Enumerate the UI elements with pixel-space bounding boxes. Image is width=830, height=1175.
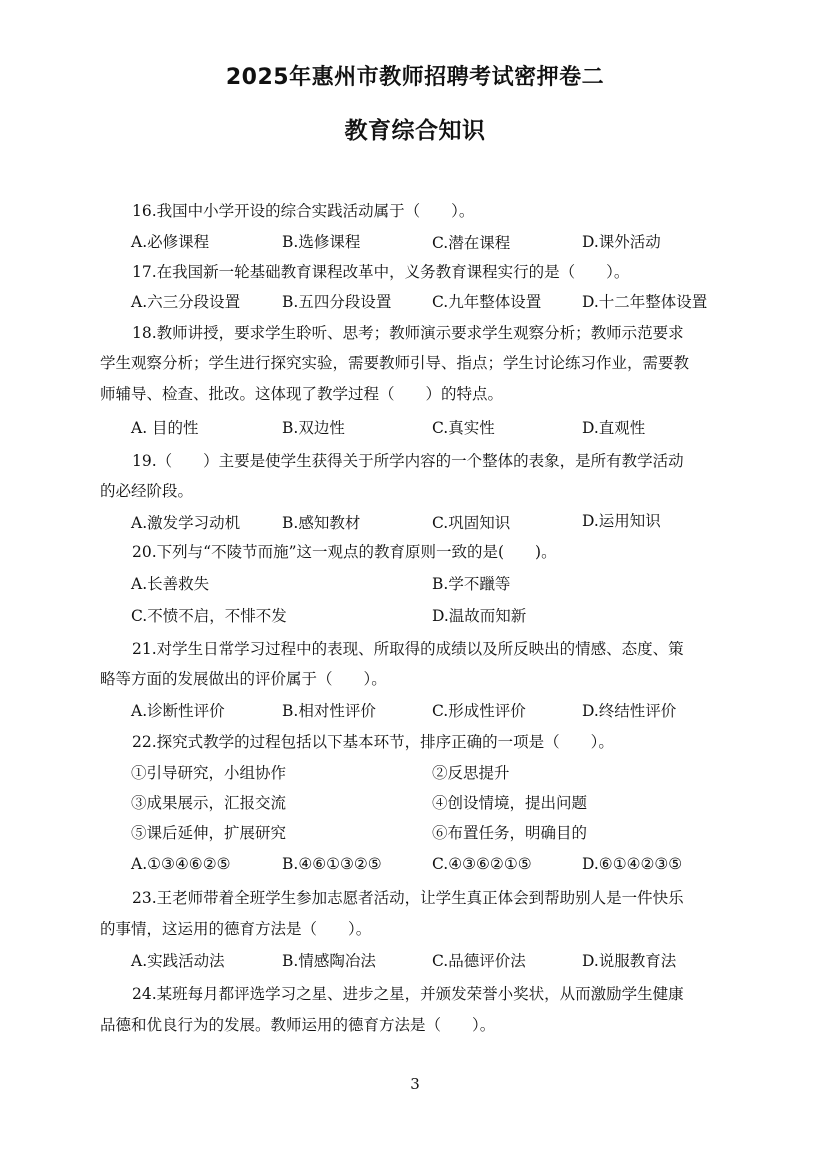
question-19-stem-line-2: 的必经阶段。 (100, 482, 194, 500)
question-19-stem-line-1: 19.（ ）主要是使学生获得关于所学内容的一个整体的表象，是所有教学活动 (132, 452, 684, 470)
question-20-option-b: B.学不躐等 (432, 575, 511, 593)
question-23-option-d: D.说服教育法 (582, 952, 677, 970)
question-21-option-a: A.诊断性评价 (131, 702, 225, 720)
question-22-step-2: ②反思提升 (432, 764, 510, 782)
question-16-option-a: A.必修课程 (131, 233, 210, 251)
question-19-option-b: B.感知教材 (282, 514, 361, 532)
question-19-option-d: D.运用知识 (582, 512, 661, 530)
question-23-stem-line-2: 的事情，这运用的德育方法是（ ）。 (100, 920, 372, 938)
question-23-option-c: C.品德评价法 (432, 952, 526, 970)
question-22-option-d: D.⑥①④②③⑤ (582, 855, 683, 873)
question-18-option-d: D.直观性 (582, 419, 646, 437)
question-22-step-5: ⑤课后延伸，扩展研究 (131, 824, 287, 842)
question-21-stem-line-2: 略等方面的发展做出的评价属于（ ）。 (100, 670, 387, 688)
question-19-option-c: C.巩固知识 (432, 514, 511, 532)
question-18-stem-line-2: 学生观察分析；学生进行探究实验，需要教师引导、指点；学生讨论练习作业，需要教 (100, 354, 690, 372)
question-19-option-a: A.激发学习动机 (131, 514, 241, 532)
question-17-option-d: D.十二年整体设置 (582, 293, 708, 311)
question-21-option-b: B.相对性评价 (282, 702, 376, 720)
question-16-option-d: D.课外活动 (582, 233, 661, 251)
question-20-option-c: C.不愤不启，不悱不发 (131, 607, 287, 625)
question-22-step-6: ⑥布置任务，明确目的 (432, 824, 588, 842)
question-17-option-c: C.九年整体设置 (432, 293, 542, 311)
exam-title: 2025年惠州市教师招聘考试密押卷二 (225, 65, 605, 90)
page-number: 3 (410, 1075, 420, 1093)
question-22-option-a: A.①③④⑥②⑤ (131, 855, 231, 873)
question-17-stem: 17.在我国新一轮基础教育课程改革中，义务教育课程实行的是（ ）。 (132, 263, 630, 281)
question-17-option-a: A.六三分段设置 (131, 293, 241, 311)
question-17-option-b: B.五四分段设置 (282, 293, 392, 311)
question-22-step-1: ①引导研究，小组协作 (131, 764, 287, 782)
question-18-option-a: A. 目的性 (131, 419, 199, 437)
question-21-option-c: C.形成性评价 (432, 702, 526, 720)
exam-subject: 教育综合知识 (344, 118, 486, 144)
question-18-option-c: C.真实性 (432, 419, 495, 437)
question-24-stem-line-1: 24.某班每月都评选学习之星、进步之星，并颁发荣誉小奖状，从而激励学生健康 (132, 985, 684, 1003)
question-23-stem-line-1: 23.王老师带着全班学生参加志愿者活动，让学生真正体会到帮助别人是一件快乐 (132, 889, 684, 907)
question-22-step-3: ③成果展示，汇报交流 (131, 794, 287, 812)
question-21-stem-line-1: 21.对学生日常学习过程中的表现、所取得的成绩以及所反映出的情感、态度、策 (132, 640, 684, 658)
question-24-stem-line-2: 品德和优良行为的发展。教师运用的德育方法是（ ）。 (100, 1016, 496, 1034)
question-18-stem-line-3: 师辅导、检查、批改。这体现了教学过程（ ）的特点。 (100, 385, 504, 403)
question-18-option-b: B.双边性 (282, 419, 345, 437)
question-20-option-a: A.长善救失 (131, 575, 210, 593)
question-23-option-b: B.情感陶冶法 (282, 952, 376, 970)
question-18-stem-line-1: 18.教师讲授，要求学生聆听、思考；教师演示要求学生观察分析；教师示范要求 (132, 324, 684, 342)
question-22-stem: 22.探究式教学的过程包括以下基本环节，排序正确的一项是（ ）。 (132, 733, 614, 751)
question-22-option-c: C.④③⑥②①⑤ (432, 855, 532, 873)
question-22-step-4: ④创设情境，提出问题 (432, 794, 588, 812)
question-21-option-d: D.终结性评价 (582, 702, 677, 720)
question-16-option-b: B.选修课程 (282, 233, 361, 251)
question-20-stem: 20.下列与“不陵节而施”这一观点的教育原则一致的是( )。 (132, 543, 557, 561)
question-16-stem: 16.我国中小学开设的综合实践活动属于（ ）。 (132, 202, 475, 220)
question-20-option-d: D.温故而知新 (432, 607, 527, 625)
question-22-option-b: B.④⑥①③②⑤ (282, 855, 382, 873)
question-16-option-c: C.潜在课程 (432, 234, 511, 252)
question-23-option-a: A.实践活动法 (131, 952, 225, 970)
